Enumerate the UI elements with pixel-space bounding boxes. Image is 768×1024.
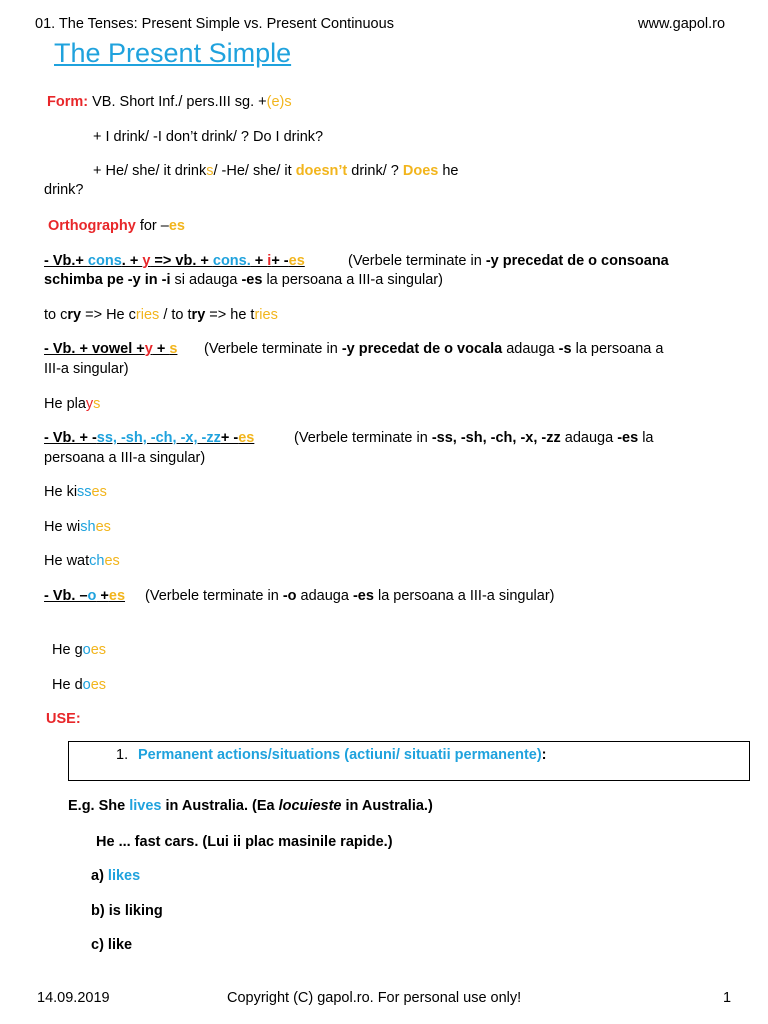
header-website: www.gapol.ro [638,16,726,32]
rule-4-example-2: He does [52,677,107,693]
rule-3-example-1: He kisses [44,484,107,500]
option-a: a) likes [91,868,141,884]
use-item-1: Permanent actions/situations (actiuni/ situatii permanente): [138,747,547,763]
option-b: b) is liking [91,903,163,919]
orthography-heading: Orthography for –es [48,218,185,234]
header-title: 01. The Tenses: Present Simple vs. Present Continuous [35,16,394,32]
rule-3-example-2: He wishes [44,519,111,535]
form-example-2: + He/ she/ it drinks/ -He/ she/ it doesn’t drink/ ? Does he [93,163,459,179]
form-example-1: + I drink/ -I don’t drink/ ? Do I drink? [93,129,324,145]
form-ending: (e)s [266,94,292,110]
rule-2-example: He plays [44,396,101,412]
rule-1-formula: - Vb.+ cons. + y => vb. + cons. + i+ -es [44,253,305,269]
rule-3-description-cont: persoana a III-a singular) [44,450,206,466]
form-example-2-cont: drink? [44,182,84,198]
use-example-sentence: E.g. She lives in Australia. (Ea locuieste in Australia.) [68,798,433,814]
rule-3-example-3: He watches [44,553,120,569]
footer-date: 14.09.2019 [37,990,110,1006]
use-item-number: 1. [116,747,129,763]
option-c: c) like [91,937,133,953]
footer-copyright: Copyright (C) gapol.ro. For personal use only! [227,990,522,1006]
rule-2-formula: - Vb. + vowel +y + s [44,341,178,357]
rule-3-formula: - Vb. + -ss, -sh, -ch, -x, -zz+ -es [44,430,255,446]
rule-3-description: (Verbele terminate in -ss, -sh, -ch, -x, -zz adauga -es la [294,430,654,446]
footer-page-number: 1 [723,990,732,1006]
rule-1-description-cont: schimba pe -y in -i si adauga -es la persoana a III-a singular) [44,272,443,288]
rule-1-description: (Verbele terminate in -y precedat de o consoana [348,253,669,269]
rule-2-description: (Verbele terminate in -y precedat de o vocala adauga -s la persoana a [204,341,664,357]
use-heading: USE: [46,711,81,727]
rule-4-formula: - Vb. –o +es [44,588,126,604]
form-line: Form: VB. Short Inf./ pers.III sg. +(e)s [47,94,292,110]
rule-4-example-1: He goes [52,642,107,658]
rule-1-example: to cry => He cries / to try => he tries [44,307,278,323]
form-label: Form: [47,94,89,110]
exercise-question: He ... fast cars. (Lui ii plac masinile rapide.) [96,834,393,850]
rule-4-description: (Verbele terminate in -o adauga -es la persoana a III-a singular) [145,588,555,604]
page-title: The Present Simple [54,38,292,68]
rule-2-description-cont: III-a singular) [44,361,129,377]
